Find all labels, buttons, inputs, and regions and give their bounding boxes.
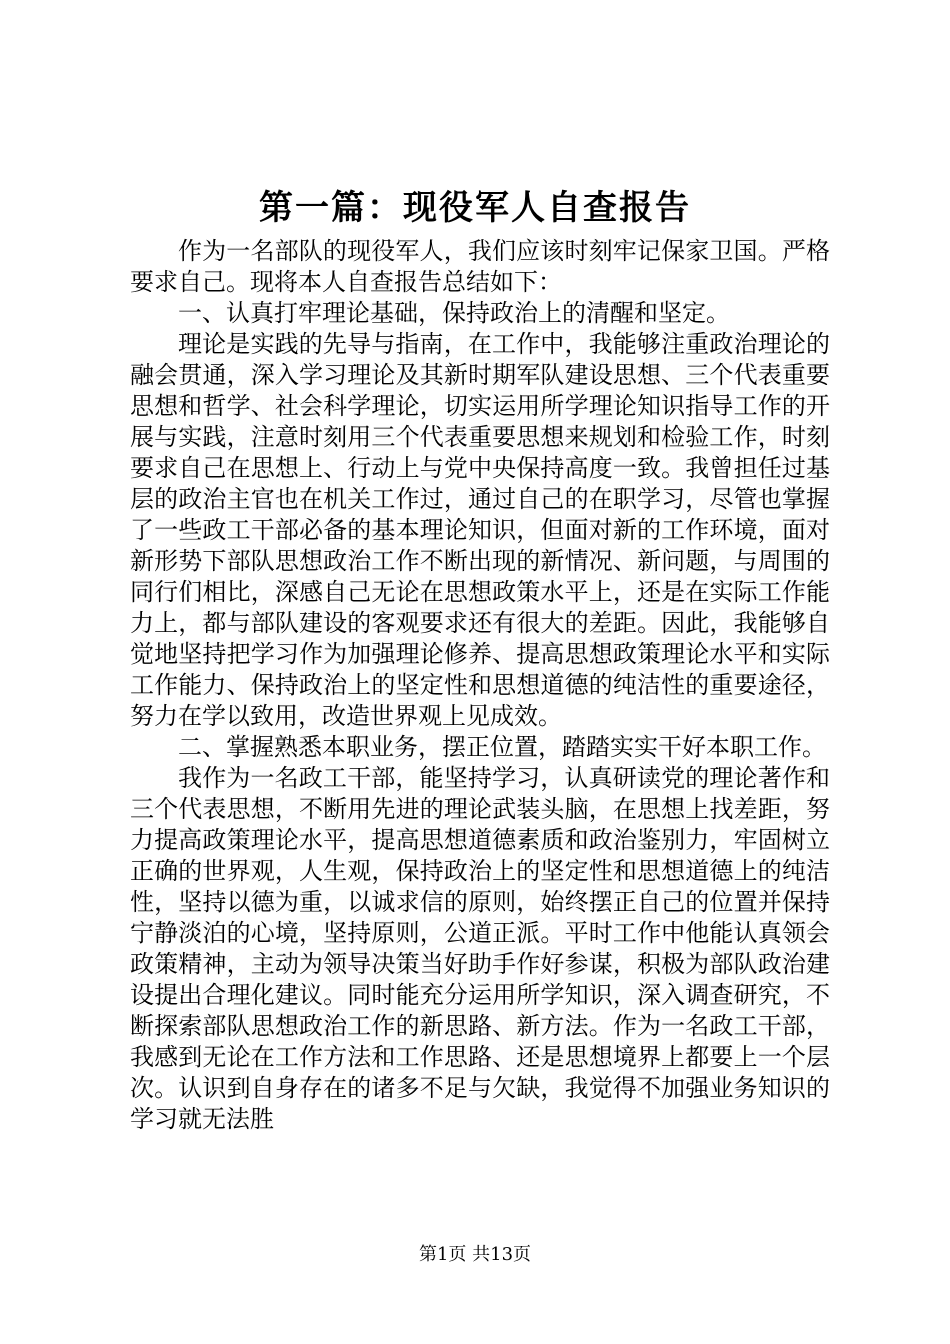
section-heading-2: 二、掌握熟悉本职业务，摆正位置，踏踏实实干好本职工作。 xyxy=(178,733,826,761)
document-title: 第一篇：现役军人自查报告 xyxy=(259,188,691,228)
paragraph-intro: 作为一名部队的现役军人，我们应该时刻牢记保家卫国。严格要求自己。现将本人自查报告总结如下： xyxy=(130,237,830,296)
paragraph-work: 我作为一名政工干部，能坚持学习，认真研读党的理论著作和三个代表思想，不断用先进的理论武装头脑，在思想上找差距，努力提高政策理论水平，提高思想道德素质和政治鉴别力，牢固树立正确的世界观，人生观，保持政治上的坚定性和思想道德上的纯洁性，坚持以德为重，以诚求信的原则，始终摆正自己的位置并保持宁静淡泊的心境，坚持原则，公道正派。平时工作中他能认真领会政策精神，主动为领导决策当好助手作好参谋，积极为部队政治建设提出合理化建议。同时能充分运用所学知识，深入调查研究，不断探索部队思想政治工作的新思路、新方法。作为一名政工干部，我感到无论在工作方法和工作思路、还是思想境界上都要上一个层次。认识到自身存在的诸多不足与欠缺，我觉得不加强业务知识的学习就无法胜 xyxy=(130,764,830,1133)
document-body xyxy=(130,236,830,1135)
paragraph-theory: 理论是实践的先导与指南，在工作中，我能够注重政治理论的融会贯通，深入学习理论及其新时期军队建设思想、三个代表重要思想和哲学、社会科学理论，切实运用所学理论知识指导工作的开展与实践，注意时刻用三个代表重要思想来规划和检验工作，时刻要求自己在思想上、行动上与党中央保持高度一致。我曾担任过基层的政治主官也在机关工作过，通过自己的在职学习，尽管也掌握了一些政工干部必备的基本理论知识，但面对新的工作环境，面对新形势下部队思想政治工作不断出现的新情况、新问题，与周围的同行们相比，深感自己无论在思想政策水平上，还是在实际工作能力上，都与部队建设的客观要求还有很大的差距。因此，我能够自觉地坚持把学习作为加强理论修养、提高思想政策理论水平和实际工作能力、保持政治上的坚定性和思想道德的纯洁性的重要途径，努力在学以致用，改造世界观上见成效。 xyxy=(130,330,830,730)
page-number-footer: 第1页 共13页 xyxy=(418,1244,532,1265)
section-heading-1: 一、认真打牢理论基础，保持政治上的清醒和坚定。 xyxy=(178,299,730,327)
